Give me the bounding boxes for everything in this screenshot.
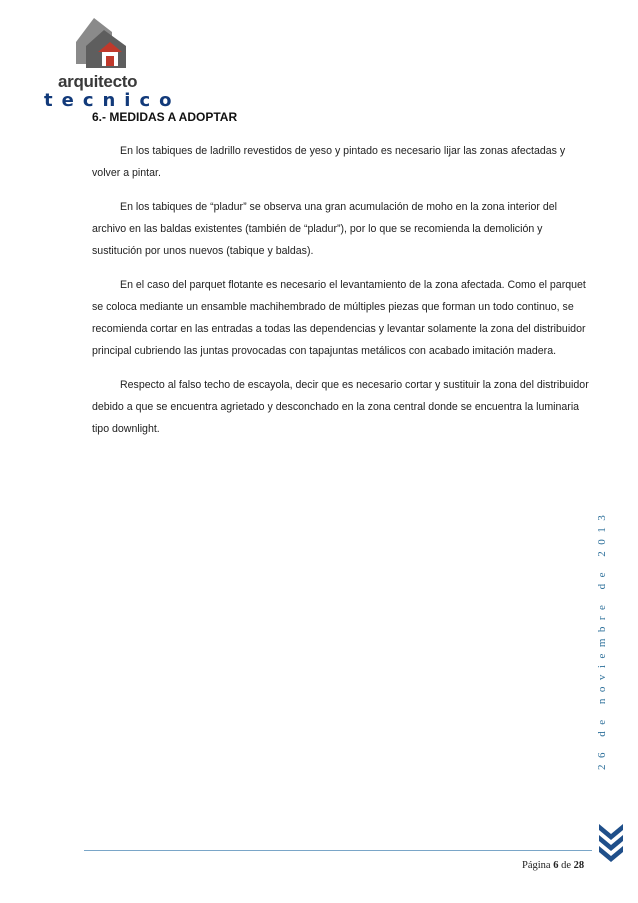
house-logo-icon xyxy=(68,12,138,72)
chevron-down-icon xyxy=(596,820,626,864)
page-word: Página xyxy=(522,860,551,871)
page-of: de xyxy=(561,860,571,871)
paragraph-tabiques-ladrillo: En los tabiques de ladrillo revestidos de yeso y pintado es necesario lijar las zonas afectadas y volver a pintar. xyxy=(92,145,566,179)
footer-divider xyxy=(84,850,592,851)
side-date: 26 de noviembre de 2013 xyxy=(596,508,608,770)
page-total: 28 xyxy=(573,860,585,871)
page-number xyxy=(522,860,584,871)
logo-word: arquitecto xyxy=(58,72,138,91)
document-body xyxy=(92,140,592,452)
section-heading: 6.- MEDIDAS A ADOPTAR xyxy=(92,110,238,124)
company-logo xyxy=(44,12,181,111)
paragraph-falso-techo: Respecto al falso techo de escayola, decir que es necesario cortar y sustituir la zona del distribuidor debido a que se encuentra agrietado y desconchado en la zona central donde se encuentra la luminaria tipo downlight. xyxy=(92,379,589,435)
paragraph-parquet: En el caso del parquet flotante es necesario el levantamiento de la zona afectada. Como el parquet se coloca mediante un ensamble machihembrado de múltiples piezas que forman un todo continuo, se recomienda cortar en las entradas a todas las dependencias y levantar solamente la zona del distribuidor principal cubriendo las juntas provocadas con tapajuntas metálicos con acabado imitación madera. xyxy=(92,279,586,357)
logo-subword: tecnico xyxy=(44,90,181,111)
page-current: 6 xyxy=(553,860,559,871)
paragraph-tabiques-pladur: En los tabiques de “pladur” se observa una gran acumulación de moho en la zona interior del archivo en las baldas existentes (también de “pladur”), por lo que se recomienda la demolición y sustitución por unos nuevos (tabique y baldas). xyxy=(92,201,557,257)
